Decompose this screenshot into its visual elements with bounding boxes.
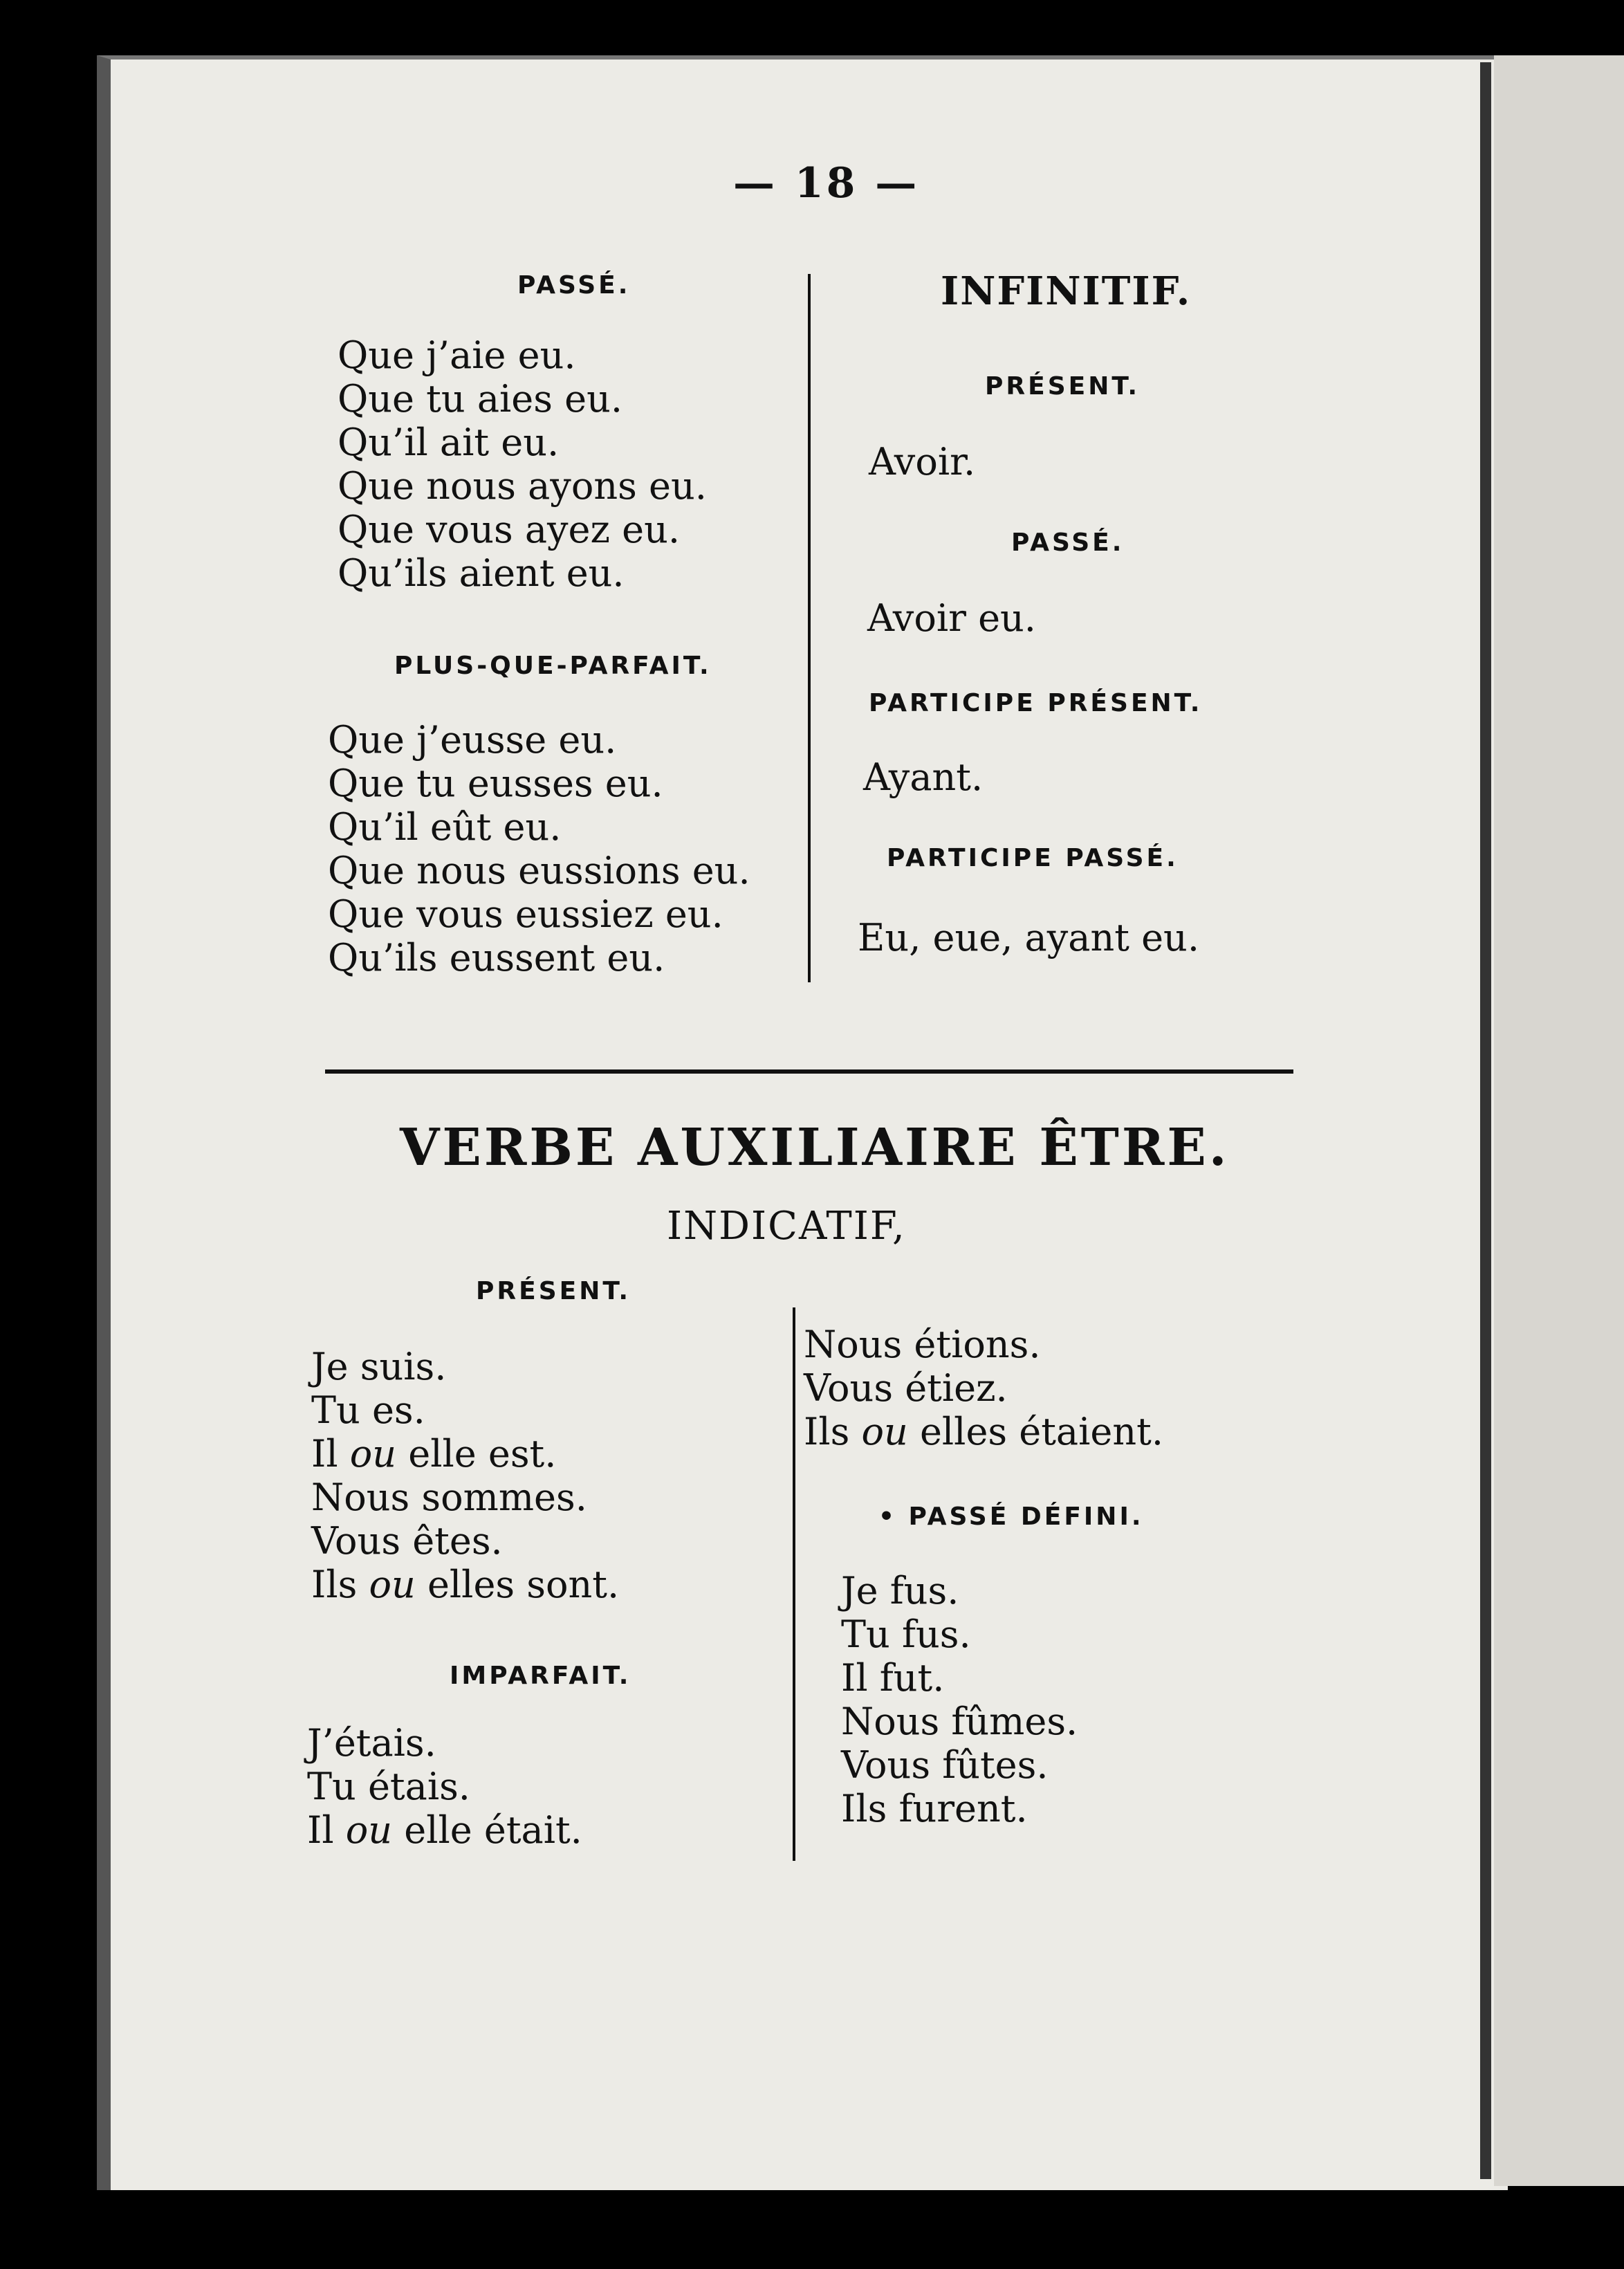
plus-que-parfait-heading: PLUS-QUE-PARFAIT.: [394, 652, 712, 680]
conjugation-line: [311, 1519, 619, 1563]
participe-present-heading: PARTICIPE PRÉSENT.: [869, 689, 1203, 717]
conjugation-line: [307, 1765, 582, 1808]
conjugation-line-pre: Ils: [311, 1563, 369, 1606]
infinitif-present-value: Avoir.: [869, 440, 976, 484]
page-gutter: [1480, 62, 1491, 2179]
plus-que-parfait-list: [328, 718, 750, 980]
conjugation-line: Que j’aie eu.: [338, 333, 576, 377]
indicatif-heading: INDICATIF,: [667, 1204, 906, 1249]
adjacent-page-edge: [1494, 55, 1624, 2186]
section-title: VERBE AUXILIAIRE ÊTRE.: [400, 1118, 1230, 1177]
conjugation-line: Tu fus.: [841, 1613, 971, 1656]
conjugation-line-pre: Tu étais.: [307, 1765, 470, 1808]
imparfait-heading: IMPARFAIT.: [450, 1662, 631, 1690]
conjugation-line: Que tu aies eu.: [338, 377, 623, 421]
conjugation-line: Il fut.: [841, 1656, 945, 1700]
infinitif-present-heading: PRÉSENT.: [985, 372, 1141, 401]
passe-defini-list: [841, 1569, 1078, 1830]
conjugation-line-pre: Tu es.: [311, 1388, 425, 1432]
conjugation-line: Vous fûtes.: [841, 1743, 1049, 1787]
page-number: — 18 —: [733, 159, 920, 208]
conjugation-line: [307, 1808, 582, 1852]
conjugation-line: Ils furent.: [841, 1787, 1028, 1830]
conjugation-line: Je fus.: [841, 1569, 959, 1613]
infinitif-passe-value: Avoir eu.: [867, 596, 1036, 640]
infinitif-heading: INFINITIF.: [941, 268, 1192, 314]
imparfait-continued-list: [804, 1323, 1163, 1453]
infinitif-passe-heading: PASSÉ.: [1011, 529, 1125, 557]
conjugation-line-pre: Ils: [804, 1410, 862, 1453]
conjugation-line: Qu’ils eussent eu.: [328, 936, 665, 980]
conjugation-line: [311, 1345, 619, 1388]
conjugation-line: Que vous ayez eu.: [338, 508, 681, 551]
conjugation-line-post: elles étaient.: [907, 1410, 1164, 1453]
conjugation-line-em: ou: [861, 1410, 908, 1453]
conjugation-line: Que nous eussions eu.: [328, 849, 750, 892]
etre-present-heading: PRÉSENT.: [476, 1277, 631, 1305]
conjugation-line-post: elles sont.: [415, 1563, 620, 1606]
conjugation-line-em: ou: [369, 1563, 416, 1606]
conjugation-line: [311, 1563, 619, 1606]
conjugation-line-pre: J’étais.: [307, 1721, 436, 1765]
conjugation-line: Que tu eusses eu.: [328, 762, 663, 805]
column-divider-bottom: [793, 1307, 795, 1861]
conjugation-line: [804, 1366, 1163, 1410]
conjugation-line: [307, 1721, 582, 1765]
section-separator: [325, 1069, 1293, 1074]
conjugation-line-pre: Il: [307, 1808, 346, 1852]
conjugation-line-pre: Nous sommes.: [311, 1476, 587, 1519]
conjugation-line-em: ou: [349, 1432, 397, 1476]
passe-defini-heading: • PASSÉ DÉFINI.: [878, 1503, 1144, 1531]
conjugation-line: Que vous eussiez eu.: [328, 892, 723, 936]
conjugation-line: Nous fûmes.: [841, 1700, 1078, 1743]
conjugation-line: [804, 1323, 1163, 1366]
conjugation-line-pre: Nous étions.: [804, 1323, 1041, 1366]
conjugation-line: Qu’il eût eu.: [328, 805, 562, 849]
conjugation-line: Qu’il ait eu.: [338, 421, 560, 464]
passe-subjonctif-list: [338, 333, 707, 595]
conjugation-line: Que nous ayons eu.: [338, 464, 707, 508]
imparfait-list: [307, 1721, 582, 1852]
conjugation-line-post: elle est.: [396, 1432, 557, 1476]
conjugation-line-pre: Je suis.: [311, 1345, 447, 1388]
conjugation-line: [804, 1410, 1163, 1453]
passe-heading: PASSÉ.: [517, 271, 631, 300]
etre-present-list: [311, 1345, 619, 1606]
participe-present-value: Ayant.: [863, 755, 984, 799]
conjugation-line: [311, 1432, 619, 1476]
conjugation-line: Qu’ils aient eu.: [338, 551, 625, 595]
conjugation-line-pre: Vous êtes.: [311, 1519, 503, 1563]
column-divider-top: [808, 274, 811, 982]
participe-passe-heading: PARTICIPE PASSÉ.: [887, 844, 1179, 872]
conjugation-line: [311, 1476, 619, 1519]
conjugation-line-em: ou: [345, 1808, 393, 1852]
conjugation-line-post: elle était.: [392, 1808, 582, 1852]
conjugation-line: [311, 1388, 619, 1432]
participe-passe-value: Eu, eue, ayant eu.: [858, 916, 1199, 959]
conjugation-line-pre: Vous étiez.: [804, 1366, 1008, 1410]
conjugation-line-pre: Il: [311, 1432, 350, 1476]
conjugation-line: Que j’eusse eu.: [328, 718, 617, 762]
